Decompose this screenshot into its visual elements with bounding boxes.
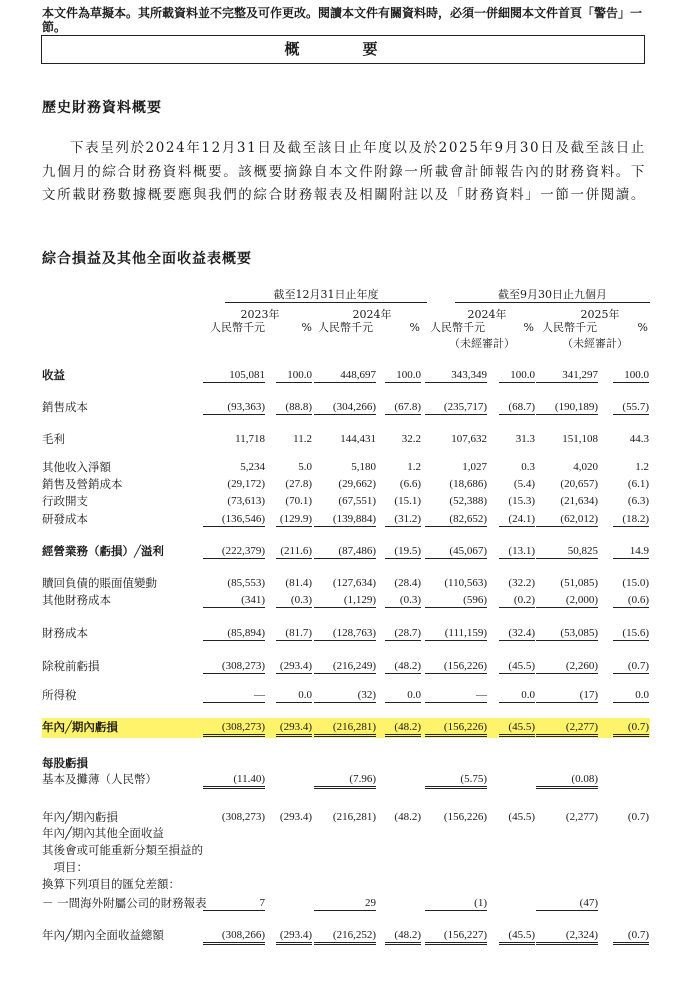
row-value: (17)	[536, 688, 598, 703]
row-value: (45.5)	[499, 659, 535, 674]
oci-loss-value: (308,273)	[221, 811, 265, 823]
oci-loss-label: 年內╱期內虧損	[42, 810, 118, 824]
row-value: (211.6)	[276, 544, 312, 559]
row-value: 100.0	[499, 368, 535, 383]
year-2025-9m: 2025年	[580, 308, 620, 321]
row-value: (85,894)	[203, 626, 265, 641]
row-label: 銷售成本	[42, 400, 88, 414]
row-value: (0.7)	[613, 659, 649, 674]
row-value: 100.0	[613, 368, 649, 383]
row-value: (62,012)	[536, 512, 598, 527]
row-value: (15.1)	[394, 495, 421, 507]
section-title: 概 要	[41, 35, 645, 64]
eps-heading: 每股虧損	[42, 756, 88, 770]
fx-value: 7	[203, 896, 265, 911]
row-value: (52,388)	[449, 495, 487, 507]
row-value: 44.3	[629, 433, 649, 445]
row-value: (15.0)	[622, 577, 649, 589]
oci-loss-value: (293.4)	[279, 811, 312, 823]
row-value: (93,363)	[203, 400, 265, 415]
row-value: (53,085)	[536, 626, 598, 641]
row-value: (596)	[425, 593, 487, 608]
row-value: 105,081	[203, 368, 265, 383]
row-value: (20,657)	[560, 478, 598, 490]
group-header-year: 截至12月31日止年度	[225, 288, 427, 303]
row-value: (293.4)	[276, 720, 312, 737]
row-value: (68.7)	[499, 400, 535, 415]
row-value: (0.3)	[276, 593, 312, 608]
currency-col4: 人民幣千元	[542, 321, 597, 334]
total-value: (308,266)	[203, 928, 265, 945]
row-value: (0.2)	[499, 593, 535, 608]
row-value: (216,281)	[314, 720, 376, 737]
row-value: (2,000)	[536, 593, 598, 608]
row-value: (32.4)	[499, 626, 535, 641]
row-label: 其他收入淨額	[42, 460, 111, 474]
oci-line3: 其後會或可能重新分類至損益的	[42, 843, 203, 857]
row-value: (235,717)	[425, 400, 487, 415]
row-value: 107,632	[451, 433, 487, 445]
row-label: 經營業務（虧損）╱溢利	[42, 544, 164, 558]
row-label: 毛利	[42, 432, 65, 446]
row-value: 5.0	[298, 461, 312, 473]
oci-loss-value: (216,281)	[332, 811, 376, 823]
row-value: 1.2	[407, 461, 421, 473]
row-label: 研發成本	[42, 512, 88, 526]
row-value: 0.0	[613, 688, 649, 703]
currency-col3: 人民幣千元	[430, 321, 485, 334]
total-value: (293.4)	[276, 928, 312, 945]
unaudited-col3: （未經審計）	[449, 337, 515, 350]
row-value: (0.7)	[613, 720, 649, 737]
row-value: (87,486)	[314, 544, 376, 559]
row-value: (28.4)	[394, 577, 421, 589]
row-value: (216,249)	[314, 659, 376, 674]
row-value: (29,172)	[227, 478, 265, 490]
row-value: (190,189)	[536, 400, 598, 415]
row-value: (67.8)	[385, 400, 421, 415]
row-value: 50,825	[536, 544, 598, 559]
row-value: (6.1)	[627, 478, 649, 490]
row-value: (129.9)	[276, 512, 312, 527]
pct-col4: %	[637, 321, 648, 334]
row-value: 100.0	[276, 368, 312, 383]
row-value: 0.0	[276, 688, 312, 703]
row-value: (156,226)	[425, 659, 487, 674]
oci-loss-value: (48.2)	[394, 811, 421, 823]
eps-value: (11.40)	[203, 772, 265, 789]
fx-value: 29	[314, 896, 376, 911]
row-label: 所得稅	[42, 688, 77, 702]
row-value: —	[425, 688, 487, 703]
intro-paragraph: 下表呈列於2024年12月31日及截至該日止年度以及於2025年9月30日及截至該日止九個月的綜合財務資料概要。該概要摘錄自本文件附錄一所載會計師報告內的財務資料。下文所載財務數據概要應與我們的綜合財務報表及相關附註以及「財務資料」一節一併閱讀。	[42, 140, 646, 203]
row-label: 年內╱期內虧損	[42, 720, 118, 734]
row-value: (308,273)	[203, 659, 265, 674]
row-value: (341)	[203, 593, 265, 608]
row-value: (2,260)	[536, 659, 598, 674]
eps-label: 基本及攤薄（人民幣）	[42, 772, 157, 786]
row-value: (6.6)	[399, 478, 421, 490]
row-label: 贖回負債的賬面值變動	[42, 576, 157, 590]
year-2024-9m: 2024年	[467, 308, 507, 321]
row-value: (21,634)	[560, 495, 598, 507]
pct-col3: %	[523, 321, 534, 334]
row-value: 5,234	[240, 461, 265, 473]
eps-value: (0.08)	[536, 772, 598, 789]
row-value: (139,884)	[314, 512, 376, 527]
group-header-ninemonths: 截至9月30日止九個月	[455, 288, 650, 303]
row-value: (136,546)	[203, 512, 265, 527]
total-value: (2,324)	[536, 928, 598, 945]
eps-value: (5.75)	[425, 772, 487, 789]
fx-value: (47)	[536, 896, 598, 911]
row-value: (2,277)	[536, 720, 598, 737]
row-value: (31.2)	[385, 512, 421, 527]
row-value: (110,563)	[444, 577, 487, 589]
row-value: (127,634)	[332, 577, 376, 589]
row-value: 32.2	[401, 433, 421, 445]
row-value: 11,718	[235, 433, 265, 445]
row-value: (24.1)	[499, 512, 535, 527]
row-value: 11.2	[293, 433, 312, 445]
row-value: (293.4)	[276, 659, 312, 674]
oci-loss-value: (2,277)	[565, 811, 598, 823]
oci-line6: － 一間海外附屬公司的財務報表	[42, 896, 207, 910]
row-value: (15.6)	[613, 626, 649, 641]
oci-loss-value: (0.7)	[627, 811, 649, 823]
row-value: 0.0	[385, 688, 421, 703]
row-value: (82,652)	[425, 512, 487, 527]
row-value: (29,662)	[338, 478, 376, 490]
row-value: (111,159)	[425, 626, 487, 641]
row-value: (18.2)	[613, 512, 649, 527]
row-value: 14.9	[613, 544, 649, 559]
row-value: 341,297	[536, 368, 598, 383]
row-value: (48.2)	[385, 659, 421, 674]
row-label: 收益	[42, 368, 65, 382]
row-label: 其他財務成本	[42, 593, 111, 607]
oci-loss-value: (45.5)	[508, 811, 535, 823]
row-value: (32)	[314, 688, 376, 703]
row-value: (45,067)	[425, 544, 487, 559]
row-value: 343,349	[425, 368, 487, 383]
row-value: 151,108	[562, 433, 598, 445]
total-value: (216,252)	[314, 928, 376, 945]
row-value: (304,266)	[314, 400, 376, 415]
heading-income-statement: 綜合損益及其他全面收益表概要	[42, 251, 252, 267]
row-value: (0.6)	[613, 593, 649, 608]
row-label: 銷售及營銷成本	[42, 477, 123, 491]
row-value: 144,431	[340, 433, 376, 445]
row-value: (0.3)	[385, 593, 421, 608]
row-value: (70.1)	[285, 495, 312, 507]
draft-disclaimer: 本文件為草擬本。其所載資料並不完整及可作更改。閱讀本文件有關資料時，必須一併細閱本文件首頁「警告」一節。	[42, 6, 643, 34]
row-value: (6.3)	[627, 495, 649, 507]
row-value: (13.1)	[499, 544, 535, 559]
row-value: (5.4)	[513, 478, 535, 490]
total-value: (48.2)	[385, 928, 421, 945]
row-value: 5,180	[351, 461, 376, 473]
pct-col1: %	[301, 321, 312, 334]
heading-historical-financial: 歷史財務資料概要	[42, 100, 162, 116]
year-2023: 2023年	[240, 308, 280, 321]
row-value: (222,379)	[203, 544, 265, 559]
row-value: —	[203, 688, 265, 703]
row-value: (67,551)	[338, 495, 376, 507]
eps-value: (7.96)	[314, 772, 376, 789]
oci-line5: 換算下列項目的匯兌差額：	[42, 877, 180, 891]
row-value: (19.5)	[385, 544, 421, 559]
currency-col2: 人民幣千元	[318, 321, 373, 334]
oci-line2: 年內╱期內其他全面收益	[42, 826, 164, 840]
row-value: (81.7)	[276, 626, 312, 641]
row-value: 448,697	[314, 368, 376, 383]
row-label: 財務成本	[42, 626, 88, 640]
row-value: 0.0	[499, 688, 535, 703]
row-value: 31.3	[515, 433, 535, 445]
row-value: (156,226)	[425, 720, 487, 737]
row-value: (308,273)	[203, 720, 265, 737]
row-value: (128,763)	[314, 626, 376, 641]
total-value: (156,227)	[425, 928, 487, 945]
oci-line4: 項目：	[42, 860, 88, 874]
row-value: (73,613)	[227, 495, 265, 507]
fx-value: (1)	[425, 896, 487, 911]
row-value: (48.2)	[385, 720, 421, 737]
row-value: 1.2	[635, 461, 649, 473]
oci-loss-value: (156,226)	[443, 811, 487, 823]
currency-col1: 人民幣千元	[210, 321, 265, 334]
row-label: 行政開支	[42, 494, 88, 508]
row-value: (32.2)	[508, 577, 535, 589]
unaudited-col4: （未經審計）	[562, 337, 628, 350]
year-2024: 2024年	[352, 308, 392, 321]
row-value: 0.3	[521, 461, 535, 473]
row-value: (18,686)	[449, 478, 487, 490]
row-value: (1,129)	[314, 593, 376, 608]
row-label: 除稅前虧損	[42, 659, 100, 673]
row-value: (81.4)	[285, 577, 312, 589]
row-value: (15.3)	[508, 495, 535, 507]
row-value: (51,085)	[560, 577, 598, 589]
row-value: (27.8)	[285, 478, 312, 490]
row-value: 100.0	[385, 368, 421, 383]
row-value: 4,020	[573, 461, 598, 473]
row-value: (88.8)	[276, 400, 312, 415]
total-value: (45.5)	[499, 928, 535, 945]
row-value: (45.5)	[499, 720, 535, 737]
pct-col2: %	[409, 321, 420, 334]
total-value: (0.7)	[613, 928, 649, 945]
row-value: 1,027	[462, 461, 487, 473]
oci-total-label: 年內╱期內全面收益總額	[42, 928, 164, 942]
row-value: (85,553)	[227, 577, 265, 589]
row-value: (28.7)	[385, 626, 421, 641]
row-value: (55.7)	[613, 400, 649, 415]
